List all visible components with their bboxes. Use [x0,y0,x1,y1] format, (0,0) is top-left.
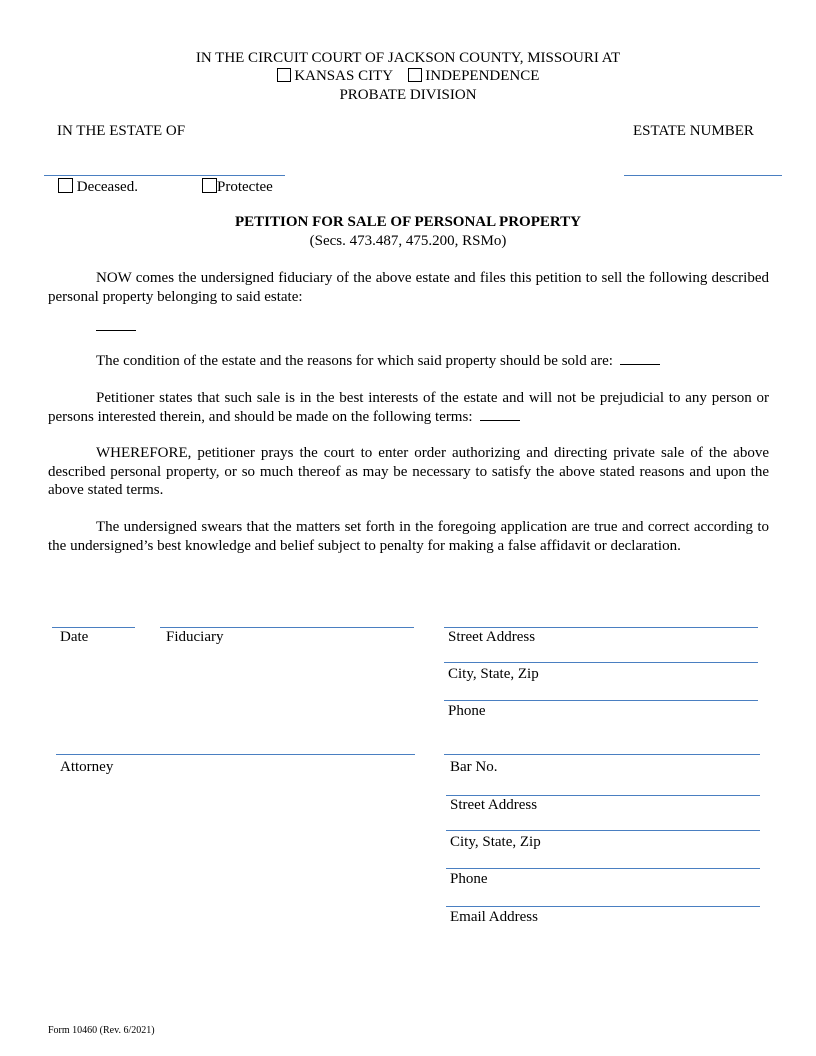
paragraph-oath: The undersigned swears that the matters set forth in the foregoing application are true and correct according to the undersigned’s best knowledge and belief subject to penalty for making a false affidavit or declaration. [48,519,769,554]
date-label: Date [60,629,89,645]
attorney-email-label: Email Address [450,909,538,925]
paragraph-wherefore: WHEREFORE, petitioner prays the court to enter order authorizing and directing private sale of the above described personal property, or so much thereof as may be necessary to satisfy the above stated reasons and upon the above stated terms. [48,445,769,498]
fiduciary-phone-label: Phone [448,703,486,719]
fiduciary-city-label: City, State, Zip [448,666,539,682]
paragraph-reasons [48,352,769,371]
statute-reference: (Secs. 473.487, 475.200, RSMo) [309,233,507,249]
division-heading: PROBATE DIVISION [339,87,477,103]
deceased-checkbox[interactable] [58,178,73,193]
fiduciary-street-label: Street Address [448,629,536,645]
court-heading: IN THE CIRCUIT COURT OF JACKSON COUNTY, MISSOURI AT [195,50,621,66]
city-options [0,68,816,85]
independence-checkbox[interactable] [408,68,422,82]
document-title: PETITION FOR SALE OF PERSONAL PROPERTY [234,214,582,230]
fiduciary-signature-line[interactable] [160,627,414,628]
attorney-email-line[interactable] [446,906,760,907]
attorney-city-line[interactable] [446,830,760,831]
attorney-city-label: City, State, Zip [450,834,541,850]
protectee-checkbox[interactable] [202,178,217,193]
attorney-phone-line[interactable] [446,868,760,869]
fiduciary-phone-line[interactable] [444,700,758,701]
estate-number-label: ESTATE NUMBER [633,123,754,139]
fiduciary-city-line[interactable] [444,662,758,663]
paragraph-intro: NOW comes the undersigned fiduciary of the above estate and files this petition to sell the following described personal property belonging to said estate: [48,270,769,305]
attorney-phone-label: Phone [450,871,488,887]
attorney-signature-line[interactable] [56,754,415,755]
terms-text: Petitioner states that such sale is in the best interests of the estate and will not be prejudicial to any person or persons interested therein, and should be made on the following terms: [48,390,769,425]
attorney-street-line[interactable] [446,795,760,796]
reasons-blank[interactable] [620,352,660,365]
terms-blank[interactable] [480,408,520,421]
protectee-option [202,178,273,196]
reasons-text: The condition of the estate and the reasons for which said property should be sold are: [96,353,613,369]
estate-of-label: IN THE ESTATE OF [57,123,186,139]
deceased-option [58,178,138,196]
attorney-label: Attorney [60,759,114,775]
bar-number-line[interactable] [444,754,760,755]
fiduciary-street-line[interactable] [444,627,758,628]
estate-name-line[interactable] [44,175,285,176]
bar-number-label: Bar No. [450,759,498,775]
estate-number-line[interactable] [624,175,782,176]
paragraph-terms [48,389,769,426]
kansas-city-checkbox[interactable] [277,68,291,82]
kansas-city-label: KANSAS CITY [294,68,393,84]
form-number: Form 10460 (Rev. 6/2021) [48,1025,155,1036]
fiduciary-label: Fiduciary [166,629,224,645]
independence-label: INDEPENDENCE [425,68,540,84]
deceased-label: Deceased. [76,179,138,195]
protectee-label: Protectee [217,179,273,195]
date-line[interactable] [52,627,135,628]
attorney-street-label: Street Address [450,797,538,813]
property-description-blank[interactable] [96,318,136,331]
